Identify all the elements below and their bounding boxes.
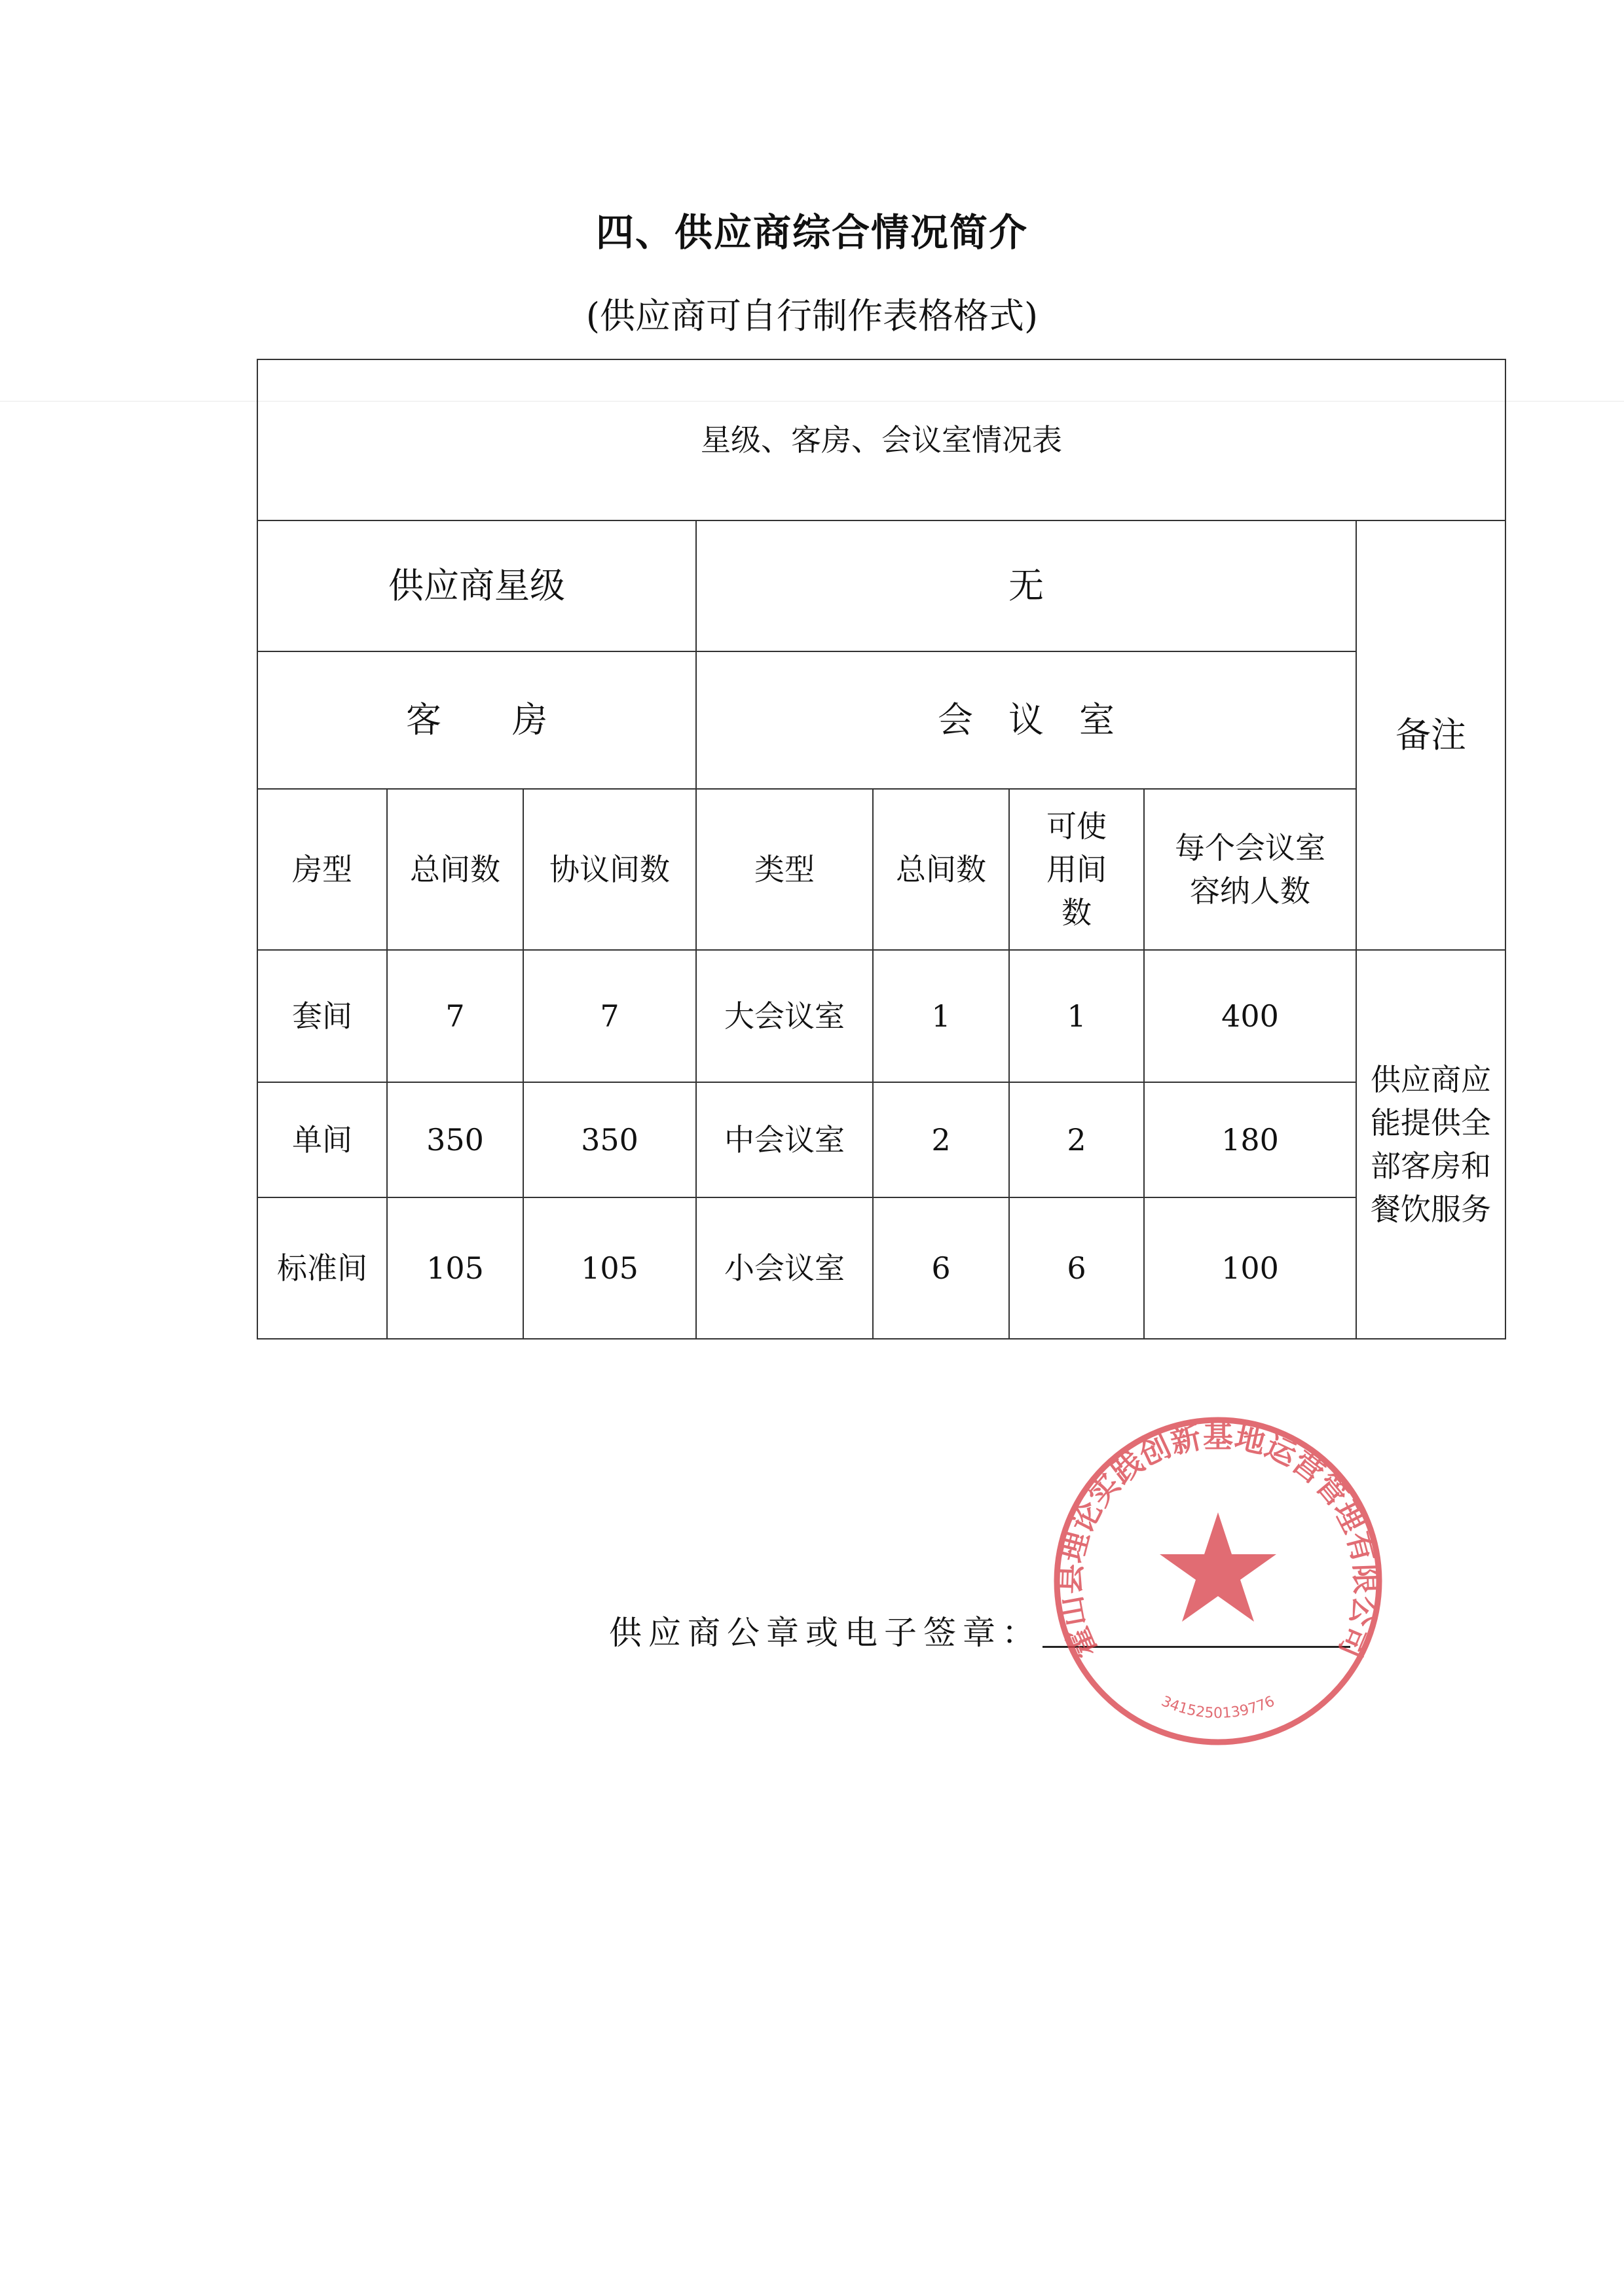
- remarks-header: 备注: [1356, 520, 1505, 950]
- cell-room-type: 标准间: [257, 1197, 387, 1339]
- remarks-body: 供应商应 能提供全部客房和餐饮服务: [1356, 950, 1505, 1339]
- cell-meeting-type: 中会议室: [696, 1082, 873, 1197]
- header-room-type: 房型: [257, 789, 387, 950]
- page-title: 四、供应商综合情况简介: [595, 210, 1028, 255]
- cell-meeting-available: 2: [1009, 1082, 1144, 1197]
- cell-room-agreed: 105: [523, 1197, 696, 1339]
- meeting-group-header: 会 议 室: [696, 651, 1356, 789]
- seal-ring-text: 霍山县理论实践创新基地运营管理有限公司: [1052, 1419, 1384, 1664]
- cell-meeting-capacity: 180: [1144, 1082, 1356, 1197]
- table-row: [257, 950, 1505, 1082]
- cell-meeting-total: 1: [873, 950, 1009, 1082]
- star-label: 供应商星级: [257, 520, 696, 651]
- table-row: [257, 1082, 1505, 1197]
- cell-room-total: 350: [387, 1082, 523, 1197]
- cell-room-agreed: 7: [523, 950, 696, 1082]
- header-meeting-capacity: 每个会议室容纳人数: [1144, 789, 1356, 950]
- star-value: 无: [696, 520, 1356, 651]
- rooms-group-header: 客 房: [257, 651, 696, 789]
- table-row: [257, 1197, 1505, 1339]
- cell-meeting-capacity: 400: [1144, 950, 1356, 1082]
- cell-room-total: 105: [387, 1197, 523, 1339]
- star-icon: [1160, 1512, 1276, 1622]
- cell-meeting-type: 小会议室: [696, 1197, 873, 1339]
- cell-room-agreed: 350: [523, 1082, 696, 1197]
- table-caption: 星级、客房、会议室情况表: [257, 359, 1505, 520]
- header-meeting-type: 类型: [696, 789, 873, 950]
- header-meeting-total: 总间数: [873, 789, 1009, 950]
- rooms-meeting-table: [257, 359, 1506, 1339]
- seal-code: 3415250139776: [1158, 1693, 1278, 1722]
- cell-meeting-available: 6: [1009, 1197, 1144, 1339]
- cell-meeting-total: 6: [873, 1197, 1009, 1339]
- header-room-total: 总间数: [387, 789, 523, 950]
- cell-meeting-type: 大会议室: [696, 950, 873, 1082]
- cell-room-total: 7: [387, 950, 523, 1082]
- cell-meeting-capacity: 100: [1144, 1197, 1356, 1339]
- page-subtitle: (供应商可自行制作表格格式): [585, 295, 1039, 337]
- header-meeting-available: 可使用间数: [1009, 789, 1144, 950]
- signature-label: 供应商公章或电子签章：: [609, 1614, 1041, 1652]
- header-room-agreed: 协议间数: [523, 789, 696, 950]
- cell-meeting-available: 1: [1009, 950, 1144, 1082]
- cell-room-type: 单间: [257, 1082, 387, 1197]
- cell-room-type: 套间: [257, 950, 387, 1082]
- company-seal: [1044, 1408, 1392, 1755]
- cell-meeting-total: 2: [873, 1082, 1009, 1197]
